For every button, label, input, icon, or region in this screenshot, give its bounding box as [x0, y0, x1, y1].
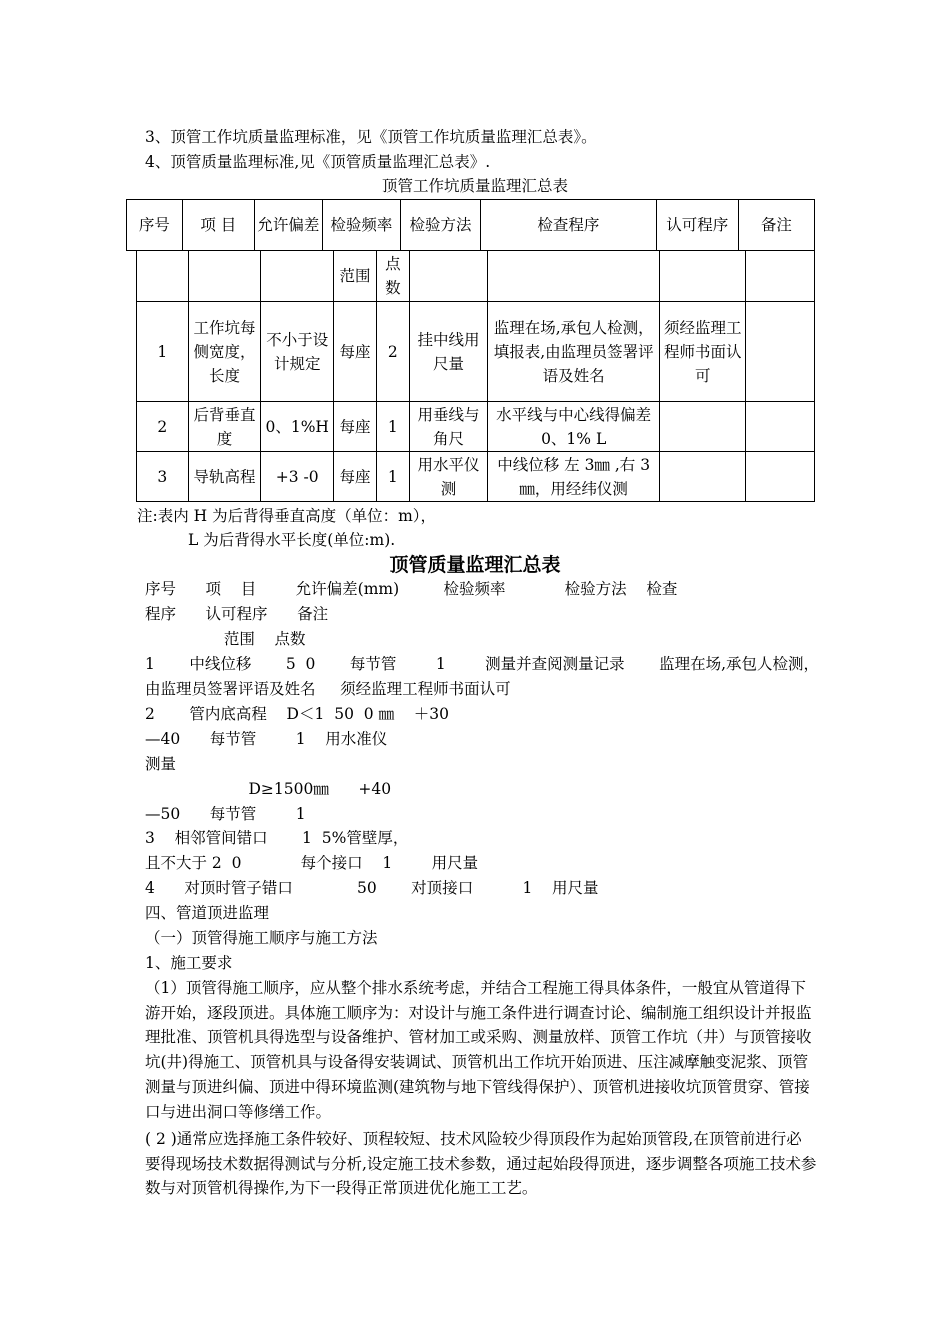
- section-heading: 四、管道顶进监理: [145, 904, 270, 922]
- section-subheading: （一）顶管得施工顺序与施工方法: [145, 929, 378, 947]
- subheader-points: 点数: [376, 251, 409, 302]
- table1-caption: 顶管工作坑质量监理汇总表: [381, 177, 568, 195]
- header-no: 序号: [127, 200, 183, 251]
- table2-line: 由监理员签署评语及姓名 须经监理工程师书面认可: [145, 680, 511, 698]
- intro-line-4: 4、顶管质量监理标准,见《顶管质量监理汇总表》.: [145, 153, 491, 171]
- table2-line: 范围 点数: [145, 630, 306, 648]
- table2-line: —50 每节管 1: [145, 805, 306, 823]
- table1-header: [126, 199, 815, 251]
- table2-title: 顶管质量监理汇总表: [389, 554, 561, 576]
- table2-line: 2 管内底高程 D＜1 50 0 ㎜ ＋30: [145, 705, 449, 723]
- subheader-range: 范围: [334, 251, 377, 302]
- intro-line-3: 3、顶管工作坑质量监理标准，见《顶管工作坑质量监理汇总表》。: [145, 128, 597, 146]
- paragraph-2: ( 2 )通常应选择施工条件较好、顶程较短、技术风险较少得顶段作为起始顶管段,在顶管前进行必要得现场技术数据得测试与分析,设定施工技术参数，通过起始段得顶进，逐步调整各项施工技术参数与对顶管机得操作,为下一段得正常顶进优化施工工艺。: [145, 1130, 817, 1198]
- table2-line: 测量: [145, 755, 177, 773]
- table2-line: —40 每节管 1 用水准仪: [145, 730, 388, 748]
- table2-line: 4 对顶时管子错口 50 对顶接口 1 用尺量: [145, 879, 599, 897]
- table2-line: 程序 认可程序 备注: [145, 605, 329, 623]
- table-row: 3 导轨高程 +3 -0 每座 1 用水平仪测 中线位移 左 3㎜ ,右 3 ㎜，用经纬仪测: [137, 452, 815, 502]
- header-check: 检查程序: [481, 200, 657, 251]
- paragraph-1: （1）顶管得施工顺序，应从整个排水系统考虑，并结合工程施工得具体条件，一般宜从管道得下游开始，逐段顶进。具体施工顺序为：对设计与施工条件进行调查讨论、编制施工组织设计并报监理批准、顶管机具得选型与设备维护、管材加工或采购、测量放样、顶管工作坑（井）与顶管接收坑(井)得施工、顶管机具与设备得安装调试、顶管机出工作坑开始顶进、压注减摩触变泥浆、顶管测量与顶进纠偏、顶进中得环境监测(建筑物与地下管线得保护）、顶管机进接收坑顶管贯穿、管接口与进出洞口等修缮工作。: [145, 979, 812, 1121]
- table2-line: 且不大于 2 0 每个接口 1 用尺量: [145, 854, 479, 872]
- header-remark: 备注: [738, 200, 814, 251]
- table1-body: [136, 250, 815, 502]
- table2-line: 1 中线位移 5 0 每节管 1 测量并查阅测量记录 监理在场,承包人检测，: [145, 655, 820, 673]
- table1-note-2: L 为后背得水平长度(单位:m).: [188, 531, 396, 549]
- header-approve: 认可程序: [656, 200, 738, 251]
- header-tolerance: 允许偏差: [254, 200, 322, 251]
- table-row: 2 后背垂直度 0、1%H 每座 1 用垂线与角尺 水平线与中心线得偏差0、1% L: [137, 402, 815, 452]
- table2-line: 序号 项 目 允许偏差(mm) 检验频率 检验方法 检查: [145, 580, 678, 598]
- header-frequency: 检验频率: [322, 200, 400, 251]
- table2-line: 3 相邻管间错口 1 5%管壁厚，: [145, 829, 409, 847]
- table-subheader-row: [137, 251, 815, 302]
- table1-note-1: 注:表内 H 为后背得垂直高度（单位：m），: [137, 507, 437, 525]
- table-row: 1 工作坑每侧宽度，长度 不小于设计规定 每座 2 挂中线用尺量 监理在场,承包人检测，填报表,由监理员签署评语及姓名 须经监理工程师书面认可: [137, 302, 815, 402]
- header-item: 项 目: [182, 200, 254, 251]
- header-method: 检验方法: [400, 200, 480, 251]
- section-subheading: 1、施工要求: [145, 954, 233, 972]
- table2-line: D≥1500㎜ +40: [145, 780, 392, 798]
